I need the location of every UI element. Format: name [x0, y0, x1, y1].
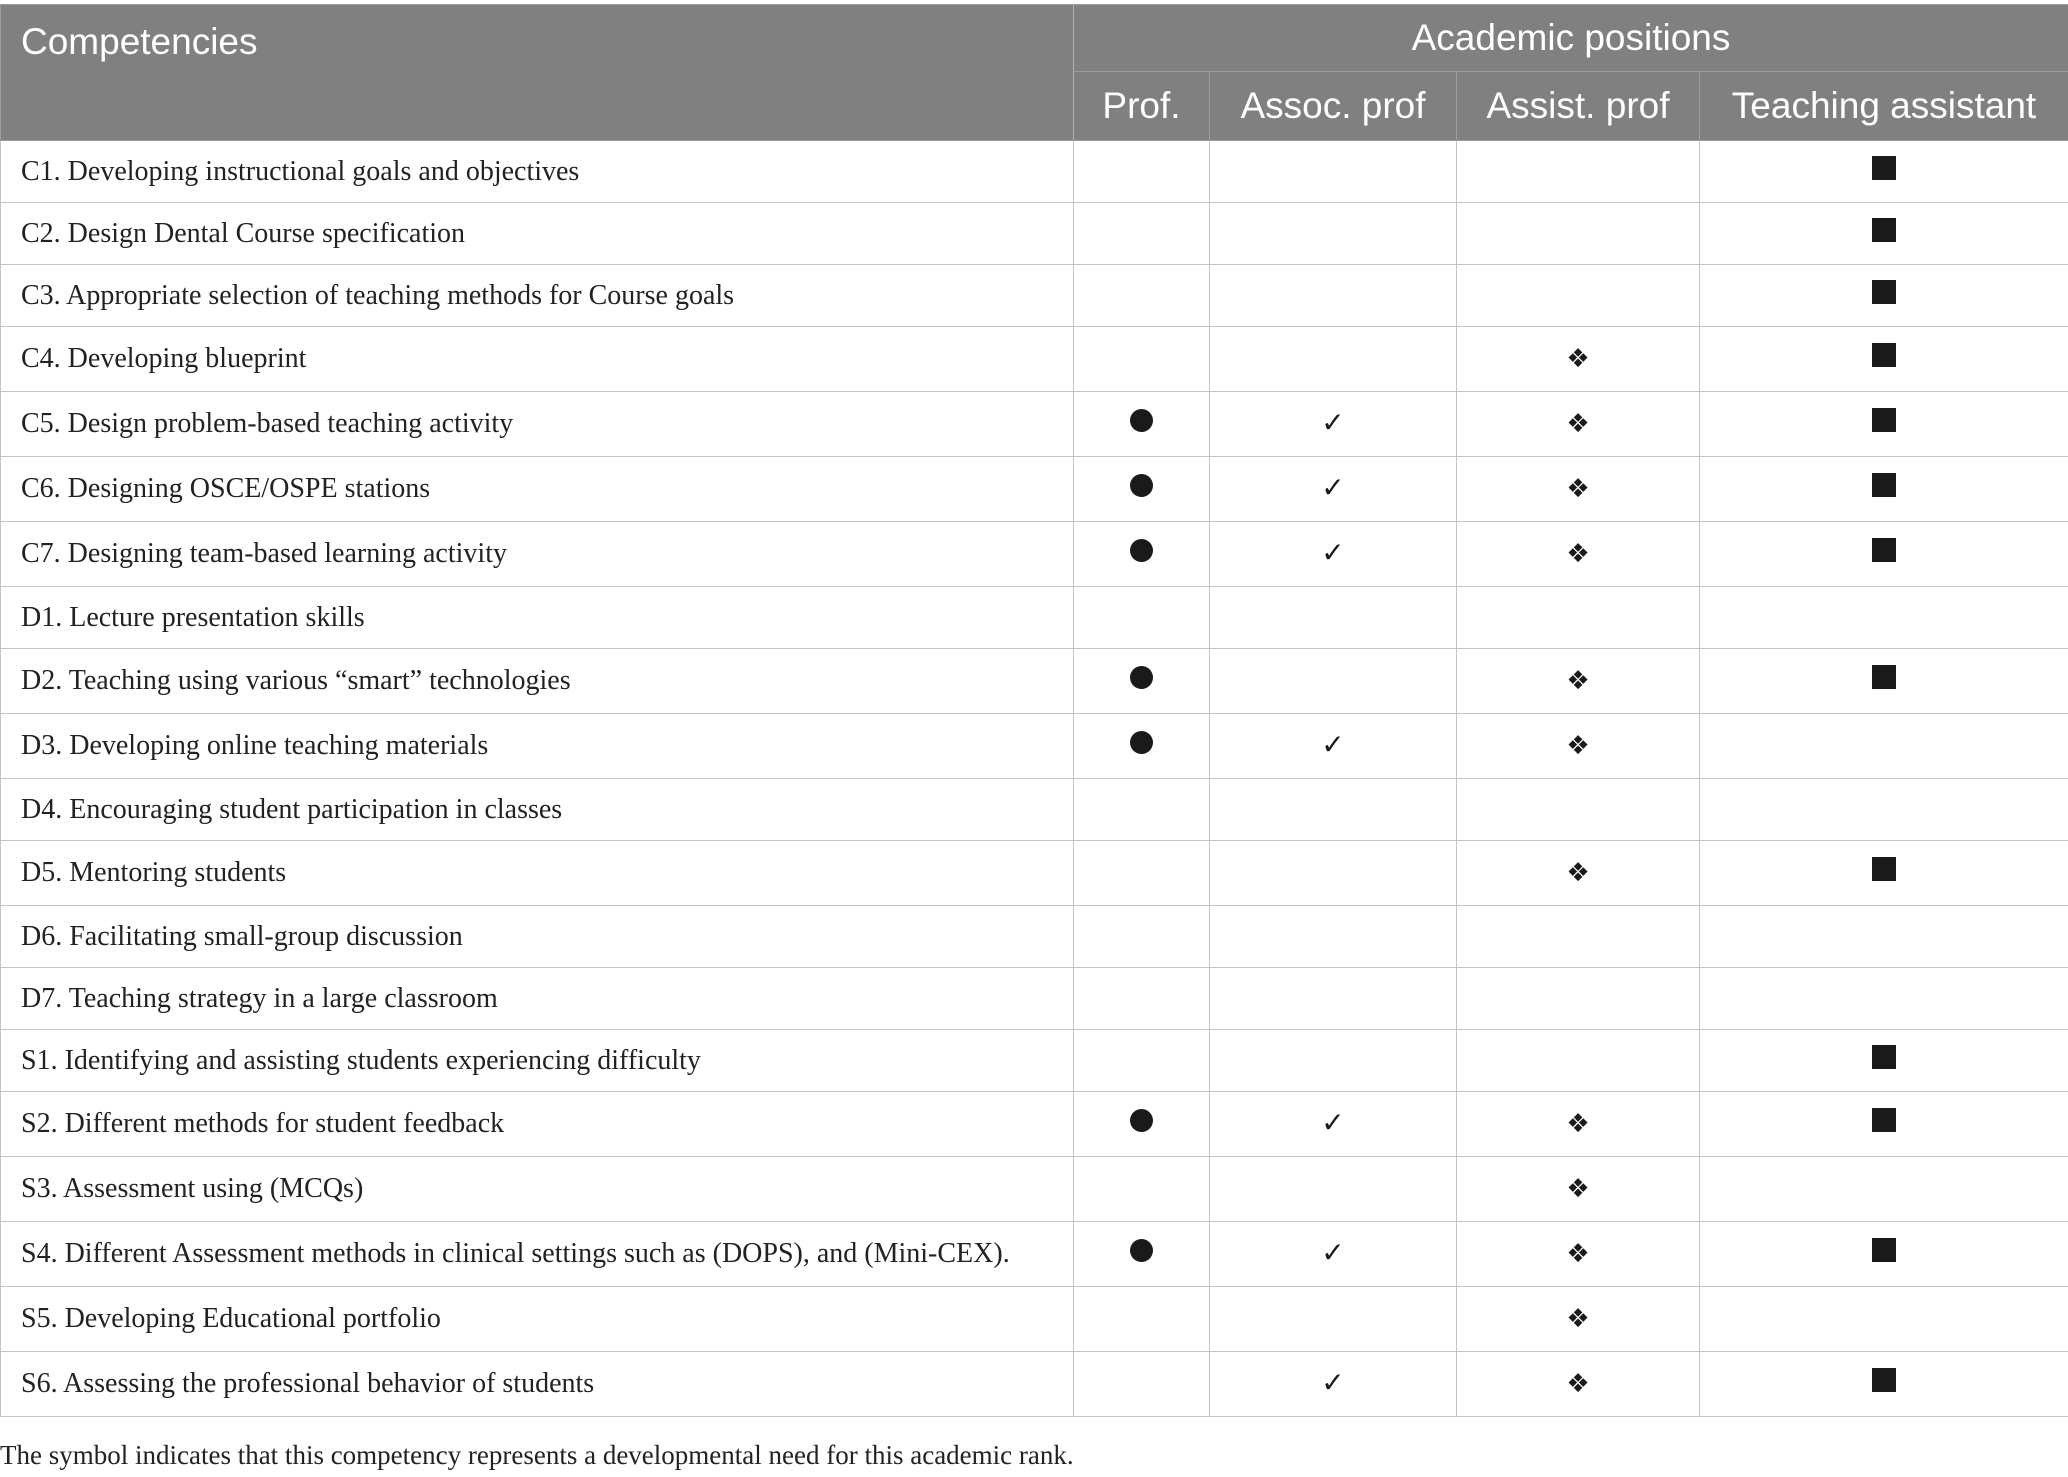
cell-assist-prof: [1457, 714, 1700, 779]
competency-label: D2. Teaching using various “smart” technologies: [1, 649, 1074, 714]
four-diamond-icon: ❖: [1566, 1109, 1590, 1139]
cell-teaching-assistant: [1700, 1287, 2068, 1352]
filled-square-icon: [1872, 408, 1896, 432]
column-header-assoc-prof: Assoc. prof: [1210, 72, 1457, 141]
competency-label: C2. Design Dental Course specification: [1, 203, 1074, 265]
four-diamond-icon: ❖: [1566, 539, 1590, 569]
filled-square-icon: [1872, 665, 1896, 689]
cell-assoc-prof: [1210, 1352, 1457, 1417]
competency-label: C7. Designing team-based learning activity: [1, 522, 1074, 587]
cell-teaching-assistant: [1700, 1030, 2068, 1092]
filled-circle-icon: [1130, 409, 1153, 432]
filled-square-icon: [1872, 538, 1896, 562]
filled-circle-icon: [1130, 666, 1153, 689]
check-mark-icon: ✓: [1321, 471, 1345, 504]
table-row: [1, 522, 2068, 587]
competency-label: S2. Different methods for student feedback: [1, 1092, 1074, 1157]
cell-teaching-assistant: [1700, 1222, 2068, 1287]
cell-assoc-prof: [1210, 906, 1457, 968]
four-diamond-icon: ❖: [1566, 666, 1590, 696]
cell-prof: [1074, 327, 1210, 392]
cell-teaching-assistant: [1700, 1157, 2068, 1222]
check-mark-icon: ✓: [1321, 1106, 1345, 1139]
cell-prof: [1074, 968, 1210, 1030]
competency-label: C6. Designing OSCE/OSPE stations: [1, 457, 1074, 522]
cell-assoc-prof: [1210, 522, 1457, 587]
competency-label: C1. Developing instructional goals and objectives: [1, 141, 1074, 203]
four-diamond-icon: ❖: [1566, 731, 1590, 761]
four-diamond-icon: ❖: [1566, 409, 1590, 439]
cell-prof: [1074, 714, 1210, 779]
filled-square-icon: [1872, 280, 1896, 304]
competency-label: S5. Developing Educational portfolio: [1, 1287, 1074, 1352]
cell-teaching-assistant: [1700, 1092, 2068, 1157]
cell-assoc-prof: [1210, 203, 1457, 265]
cell-assoc-prof: [1210, 841, 1457, 906]
four-diamond-icon: ❖: [1566, 474, 1590, 504]
filled-square-icon: [1872, 1108, 1896, 1132]
cell-teaching-assistant: [1700, 968, 2068, 1030]
cell-prof: [1074, 587, 1210, 649]
table-row: [1, 906, 2068, 968]
table-row: [1, 265, 2068, 327]
cell-assoc-prof: [1210, 1092, 1457, 1157]
filled-square-icon: [1872, 218, 1896, 242]
cell-assist-prof: [1457, 1222, 1700, 1287]
table-row: [1, 1222, 2068, 1287]
competency-label: C4. Developing blueprint: [1, 327, 1074, 392]
competency-label: S4. Different Assessment methods in clinical settings such as (DOPS), and (Mini-CEX).: [1, 1222, 1074, 1287]
competency-label: D7. Teaching strategy in a large classroom: [1, 968, 1074, 1030]
cell-assist-prof: [1457, 392, 1700, 457]
cell-teaching-assistant: [1700, 714, 2068, 779]
cell-assist-prof: [1457, 779, 1700, 841]
cell-prof: [1074, 392, 1210, 457]
cell-assist-prof: [1457, 327, 1700, 392]
four-diamond-icon: ❖: [1566, 344, 1590, 374]
check-mark-icon: ✓: [1321, 536, 1345, 569]
cell-teaching-assistant: [1700, 457, 2068, 522]
cell-assoc-prof: [1210, 649, 1457, 714]
competencies-header: Competencies: [1, 5, 1074, 141]
table-row: [1, 1092, 2068, 1157]
cell-prof: [1074, 522, 1210, 587]
competency-label: S3. Assessment using (MCQs): [1, 1157, 1074, 1222]
cell-assist-prof: [1457, 649, 1700, 714]
cell-assist-prof: [1457, 1287, 1700, 1352]
table-row: [1, 141, 2068, 203]
cell-prof: [1074, 1222, 1210, 1287]
cell-teaching-assistant: [1700, 779, 2068, 841]
cell-prof: [1074, 841, 1210, 906]
cell-assist-prof: [1457, 141, 1700, 203]
cell-assoc-prof: [1210, 1287, 1457, 1352]
filled-square-icon: [1872, 1045, 1896, 1069]
table-row: [1, 587, 2068, 649]
cell-prof: [1074, 649, 1210, 714]
table-header: [1, 5, 2068, 141]
filled-square-icon: [1872, 473, 1896, 497]
cell-assist-prof: [1457, 968, 1700, 1030]
cell-teaching-assistant: [1700, 522, 2068, 587]
four-diamond-icon: ❖: [1566, 1239, 1590, 1269]
cell-teaching-assistant: [1700, 906, 2068, 968]
cell-assoc-prof: [1210, 457, 1457, 522]
cell-assoc-prof: [1210, 392, 1457, 457]
academic-positions-header: Academic positions: [1074, 5, 2068, 72]
cell-assoc-prof: [1210, 141, 1457, 203]
competencies-table: [0, 4, 2068, 1417]
cell-assist-prof: [1457, 265, 1700, 327]
cell-assoc-prof: [1210, 779, 1457, 841]
check-mark-icon: ✓: [1321, 728, 1345, 761]
table-row: [1, 457, 2068, 522]
cell-assoc-prof: [1210, 968, 1457, 1030]
table-row: [1, 1030, 2068, 1092]
competency-label: S6. Assessing the professional behavior of students: [1, 1352, 1074, 1417]
cell-assist-prof: [1457, 1157, 1700, 1222]
cell-assoc-prof: [1210, 1157, 1457, 1222]
cell-teaching-assistant: [1700, 587, 2068, 649]
competency-label: D4. Encouraging student participation in classes: [1, 779, 1074, 841]
filled-circle-icon: [1130, 1109, 1153, 1132]
table-row: [1, 392, 2068, 457]
cell-prof: [1074, 1092, 1210, 1157]
table-row: [1, 1352, 2068, 1417]
cell-prof: [1074, 265, 1210, 327]
competency-label: D3. Developing online teaching materials: [1, 714, 1074, 779]
table-body: [1, 141, 2068, 1417]
table-row: [1, 841, 2068, 906]
competency-label: C5. Design problem-based teaching activity: [1, 392, 1074, 457]
cell-prof: [1074, 779, 1210, 841]
table-row: [1, 968, 2068, 1030]
cell-prof: [1074, 906, 1210, 968]
table-row: [1, 1287, 2068, 1352]
cell-assist-prof: [1457, 457, 1700, 522]
cell-prof: [1074, 1352, 1210, 1417]
cell-assist-prof: [1457, 906, 1700, 968]
competency-label: C3. Appropriate selection of teaching methods for Course goals: [1, 265, 1074, 327]
filled-square-icon: [1872, 857, 1896, 881]
cell-teaching-assistant: [1700, 141, 2068, 203]
cell-teaching-assistant: [1700, 327, 2068, 392]
cell-prof: [1074, 1287, 1210, 1352]
table-row: [1, 327, 2068, 392]
cell-assist-prof: [1457, 1030, 1700, 1092]
check-mark-icon: ✓: [1321, 406, 1345, 439]
four-diamond-icon: ❖: [1566, 1369, 1590, 1399]
cell-prof: [1074, 1030, 1210, 1092]
cell-assoc-prof: [1210, 714, 1457, 779]
filled-square-icon: [1872, 156, 1896, 180]
table-row: [1, 1157, 2068, 1222]
cell-prof: [1074, 1157, 1210, 1222]
filled-circle-icon: [1130, 539, 1153, 562]
cell-assoc-prof: [1210, 1222, 1457, 1287]
check-mark-icon: ✓: [1321, 1236, 1345, 1269]
column-header-prof: Prof.: [1074, 72, 1210, 141]
filled-square-icon: [1872, 1368, 1896, 1392]
cell-assoc-prof: [1210, 587, 1457, 649]
table-row: [1, 203, 2068, 265]
cell-assoc-prof: [1210, 1030, 1457, 1092]
filled-square-icon: [1872, 343, 1896, 367]
cell-teaching-assistant: [1700, 841, 2068, 906]
cell-prof: [1074, 457, 1210, 522]
four-diamond-icon: ❖: [1566, 1174, 1590, 1204]
cell-assist-prof: [1457, 587, 1700, 649]
filled-circle-icon: [1130, 474, 1153, 497]
cell-assist-prof: [1457, 1092, 1700, 1157]
table-row: [1, 779, 2068, 841]
column-header-teaching-assistant: Teaching assistant: [1700, 72, 2068, 141]
column-header-assist-prof: Assist. prof: [1457, 72, 1700, 141]
cell-assist-prof: [1457, 841, 1700, 906]
cell-assoc-prof: [1210, 327, 1457, 392]
cell-assoc-prof: [1210, 265, 1457, 327]
filled-circle-icon: [1130, 1239, 1153, 1262]
table-footnote: The symbol indicates that this competency represents a developmental need for this academic rank.: [0, 1440, 1074, 1470]
competency-label: D5. Mentoring students: [1, 841, 1074, 906]
filled-circle-icon: [1130, 731, 1153, 754]
table-row: [1, 649, 2068, 714]
cell-teaching-assistant: [1700, 392, 2068, 457]
table-row: [1, 714, 2068, 779]
cell-teaching-assistant: [1700, 203, 2068, 265]
cell-teaching-assistant: [1700, 649, 2068, 714]
cell-assist-prof: [1457, 203, 1700, 265]
competency-label: D1. Lecture presentation skills: [1, 587, 1074, 649]
cell-teaching-assistant: [1700, 1352, 2068, 1417]
filled-square-icon: [1872, 1238, 1896, 1262]
four-diamond-icon: ❖: [1566, 1304, 1590, 1334]
cell-prof: [1074, 141, 1210, 203]
cell-assist-prof: [1457, 1352, 1700, 1417]
check-mark-icon: ✓: [1321, 1366, 1345, 1399]
four-diamond-icon: ❖: [1566, 858, 1590, 888]
cell-teaching-assistant: [1700, 265, 2068, 327]
cell-prof: [1074, 203, 1210, 265]
competency-label: S1. Identifying and assisting students experiencing difficulty: [1, 1030, 1074, 1092]
competency-label: D6. Facilitating small-group discussion: [1, 906, 1074, 968]
cell-assist-prof: [1457, 522, 1700, 587]
